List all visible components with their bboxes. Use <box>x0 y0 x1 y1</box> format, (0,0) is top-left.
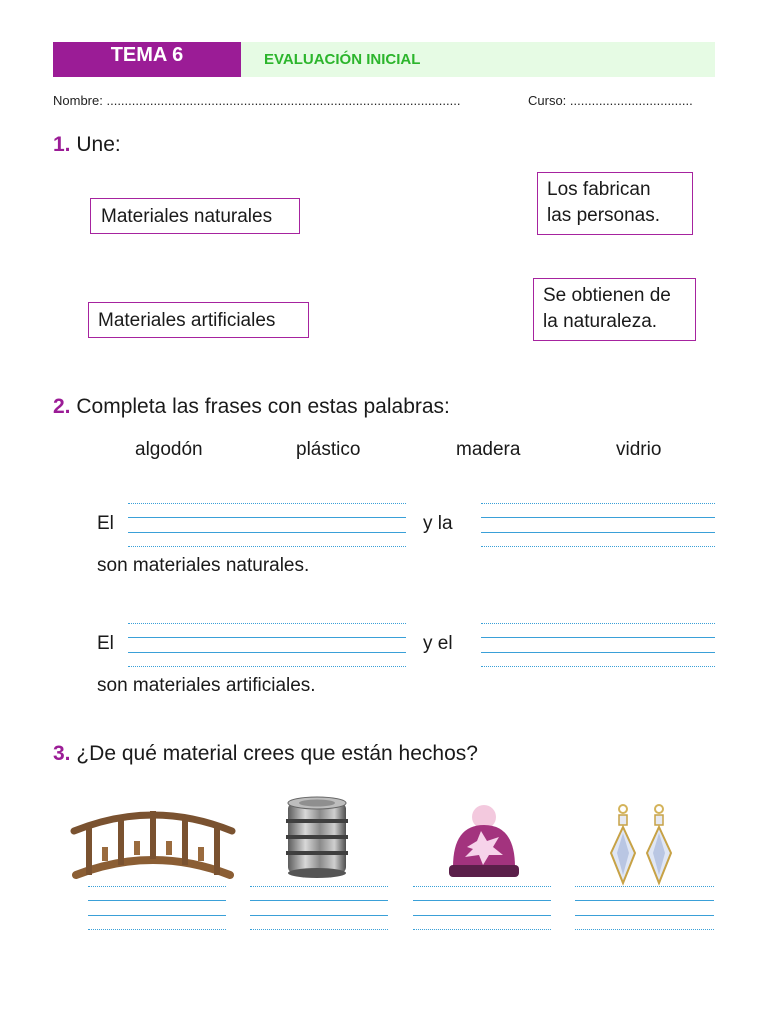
box-fabrican-personas[interactable] <box>537 172 693 235</box>
exercise-1-text: Une: <box>76 133 121 156</box>
guide-line <box>575 886 714 887</box>
exercise-3-number: 3. <box>53 742 71 765</box>
writing-line <box>481 652 715 653</box>
guide-line <box>481 546 715 547</box>
word-madera: madera <box>456 439 521 460</box>
tema-label: TEMA 6 <box>110 44 184 66</box>
guide-line <box>88 886 226 887</box>
writing-line <box>575 900 714 901</box>
writing-line <box>128 637 406 638</box>
writing-line <box>128 517 406 518</box>
tema-badge <box>53 42 241 77</box>
sentence-2-end: son materiales artificiales. <box>97 675 316 696</box>
writing-line <box>88 915 226 916</box>
writing-line <box>481 532 715 533</box>
writing-line <box>481 517 715 518</box>
box-fabrican-line2: las personas. <box>547 205 661 226</box>
box-obtienen-line1: Se obtienen de <box>543 285 671 306</box>
sentence-1-middle: y la <box>423 513 453 534</box>
writing-line <box>128 652 406 653</box>
box-fabrican-line1: Los fabrican <box>547 179 651 200</box>
sentence-2-middle: y el <box>423 633 453 654</box>
exercise-1-title <box>53 133 121 157</box>
guide-line <box>481 623 715 624</box>
guide-line <box>250 886 388 887</box>
guide-line <box>250 929 388 930</box>
guide-line <box>481 503 715 504</box>
guide-line <box>413 886 551 887</box>
guide-line <box>413 929 551 930</box>
curso-field[interactable] <box>528 93 693 108</box>
guide-line <box>128 666 406 667</box>
exercise-1-number: 1. <box>53 133 71 156</box>
guide-line <box>128 623 406 624</box>
sentence-2-start: El <box>97 633 114 654</box>
word-vidrio: vidrio <box>616 439 662 460</box>
word-algodon: algodón <box>135 439 203 460</box>
writing-line <box>413 900 551 901</box>
nombre-label: Nombre: <box>53 93 103 108</box>
writing-line <box>128 532 406 533</box>
guide-line <box>88 929 226 930</box>
exercise-3-title <box>53 742 478 766</box>
exercise-2-text: Completa las frases con estas palabras: <box>76 395 450 418</box>
box-materiales-naturales-label: Materiales naturales <box>101 206 273 227</box>
nombre-dots[interactable]: .................................................................................................. <box>106 93 461 108</box>
box-obtienen-naturaleza[interactable] <box>533 278 696 341</box>
wooden-bridge-image <box>70 805 236 883</box>
guide-line <box>575 929 714 930</box>
exercise-3-text: ¿De qué material crees que están hechos? <box>76 742 478 765</box>
exercise-2-number: 2. <box>53 395 71 418</box>
guide-line <box>481 666 715 667</box>
exercise-2-title <box>53 395 450 419</box>
box-materiales-artificiales-label: Materiales artificiales <box>98 310 276 331</box>
nombre-field[interactable] <box>53 93 460 108</box>
curso-label: Curso: <box>528 93 567 108</box>
writing-line <box>250 900 388 901</box>
writing-line <box>250 915 388 916</box>
writing-line <box>481 637 715 638</box>
box-obtienen-line2: la naturaleza. <box>543 311 658 332</box>
wool-hat-image <box>445 803 523 881</box>
writing-line <box>575 915 714 916</box>
metal-barrel-image <box>284 795 350 879</box>
box-materiales-naturales[interactable] <box>90 198 300 234</box>
box-materiales-artificiales[interactable] <box>88 302 309 338</box>
word-plastico: plástico <box>296 439 361 460</box>
sentence-1-end: son materiales naturales. <box>97 555 310 576</box>
evaluacion-label: EVALUACIÓN INICIAL <box>264 51 421 68</box>
guide-line <box>128 503 406 504</box>
writing-line <box>413 915 551 916</box>
crystal-earrings-image <box>603 803 679 887</box>
curso-dots[interactable]: .................................. <box>569 93 693 108</box>
writing-line <box>88 900 226 901</box>
guide-line <box>128 546 406 547</box>
sentence-1-start: El <box>97 513 114 534</box>
